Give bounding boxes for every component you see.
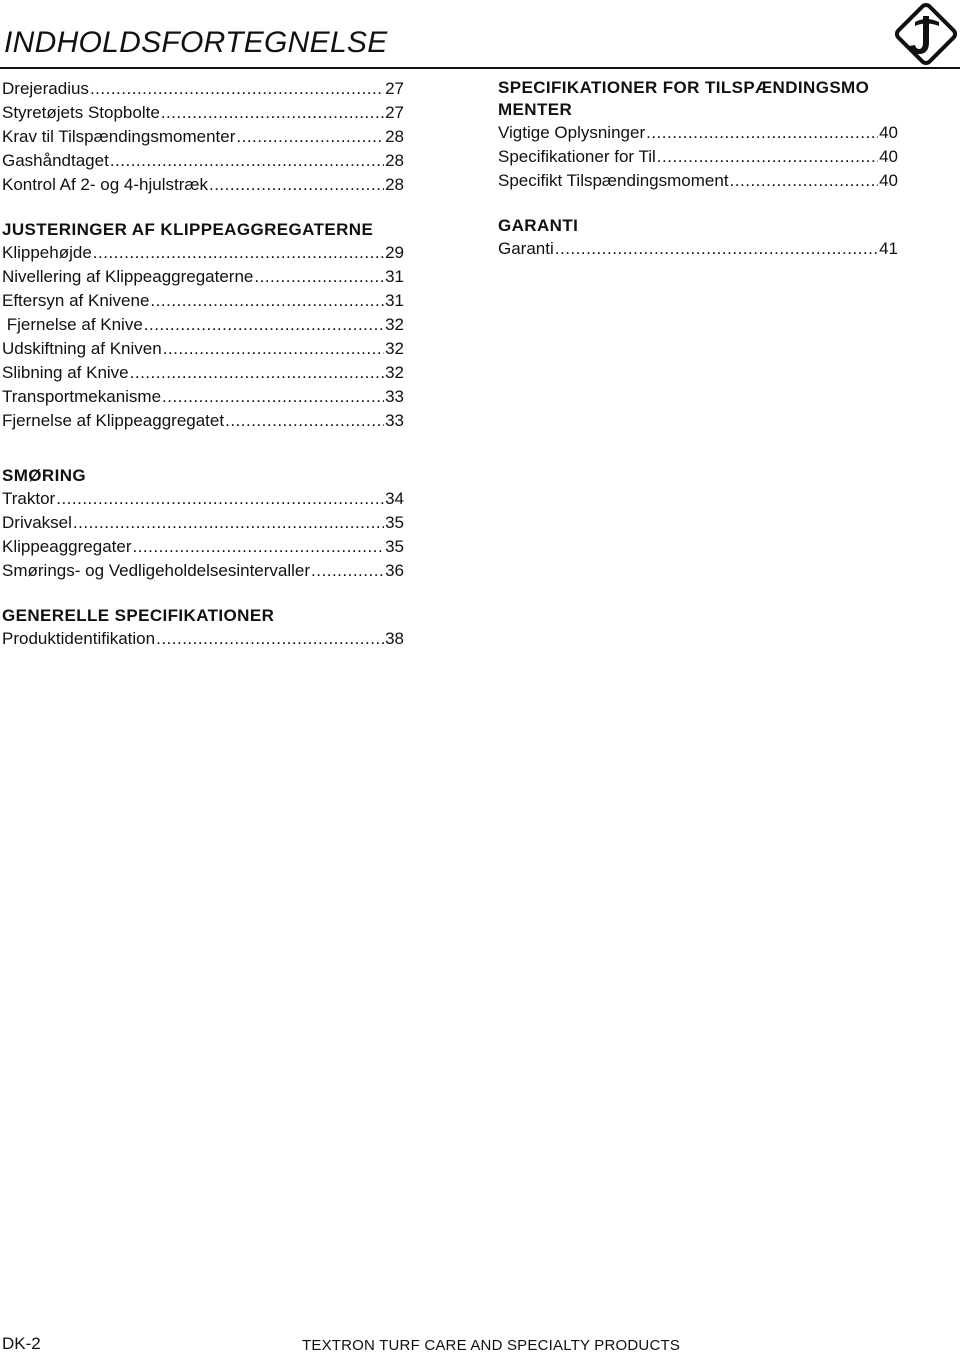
toc-entry[interactable]	[2, 487, 404, 511]
toc-entry[interactable]	[2, 385, 404, 409]
toc-section	[498, 77, 898, 193]
section-heading: SPECIFIKATIONER FOR TILSPÆNDINGSMO	[498, 78, 870, 97]
page-title: INDHOLDSFORTEGNELSE	[4, 26, 388, 59]
toc-entry[interactable]	[2, 535, 404, 559]
toc-entry-title: Drivaksel	[2, 513, 72, 532]
toc-entry[interactable]	[2, 173, 404, 197]
toc-entry-page: 27	[385, 103, 404, 122]
toc-entry-title: Transportmekanisme	[2, 387, 162, 406]
toc-entry-title: Traktor	[2, 489, 56, 508]
toc-entry[interactable]	[498, 169, 898, 193]
dot-leader	[73, 511, 384, 535]
dot-leader	[90, 77, 384, 101]
dot-leader	[150, 289, 384, 313]
toc-entry[interactable]	[2, 101, 404, 125]
toc-entry-title: Produktidentifikation	[2, 629, 156, 648]
toc-entry-title: Garanti	[498, 239, 554, 258]
toc-entry-title: Udskiftning af Kniven	[2, 339, 162, 358]
toc-entry[interactable]	[2, 77, 404, 101]
toc-entry-title: Eftersyn af Knivene	[2, 291, 150, 310]
toc-entry-title: Krav til Tilspændingsmomenter	[2, 127, 236, 146]
toc-entry[interactable]	[2, 361, 404, 385]
toc-entry-page: 35	[385, 537, 404, 556]
toc-entry-page: 28	[385, 175, 404, 194]
dot-leader	[730, 169, 879, 193]
section-heading: JUSTERINGER AF KLIPPEAGGREGATERNE	[2, 220, 374, 239]
toc-entry[interactable]	[498, 237, 898, 261]
header-rule	[0, 67, 960, 69]
toc-entry-title: Specifikt Tilspændingsmoment	[498, 171, 729, 190]
toc-entry-page: 35	[385, 513, 404, 532]
toc-left-column	[2, 77, 404, 651]
footer-page-number: DK-2	[2, 1334, 41, 1353]
toc-entry[interactable]	[498, 145, 898, 169]
toc-entry-title: Klippehøjde	[2, 243, 92, 262]
toc-entry-title: Styretøjets Stopbolte	[2, 103, 160, 122]
toc-entry-page: 28	[385, 151, 404, 170]
dot-leader	[236, 125, 384, 149]
toc-entry-title: Smørings- og Vedligeholdelsesintervaller	[2, 561, 311, 580]
dot-leader	[161, 101, 384, 125]
toc-entry-page: 40	[879, 171, 898, 190]
toc-entry[interactable]	[2, 409, 404, 433]
toc-entry[interactable]	[2, 241, 404, 265]
toc-entry[interactable]	[2, 149, 404, 173]
toc-entry-page: 27	[385, 79, 404, 98]
toc-entry[interactable]	[2, 559, 404, 583]
toc-section	[2, 219, 404, 433]
dot-leader	[209, 173, 384, 197]
toc-entry-title: Specifikationer for Til	[498, 147, 656, 166]
dot-leader	[144, 313, 384, 337]
toc-entry-page: 32	[385, 363, 404, 382]
toc-entry[interactable]	[2, 289, 404, 313]
dot-leader	[311, 559, 384, 583]
section-heading: SMØRING	[2, 466, 87, 485]
dot-leader	[163, 337, 384, 361]
toc-entry-title: Fjernelse af Knive	[2, 315, 143, 334]
dot-leader	[555, 237, 878, 261]
toc-entry-page: 40	[879, 123, 898, 142]
toc-entry[interactable]	[498, 121, 898, 145]
toc-entry-title: Drejeradius	[2, 79, 89, 98]
toc-entry[interactable]	[2, 337, 404, 361]
dot-leader	[156, 627, 384, 651]
toc-entry-page: 33	[385, 411, 404, 430]
section-heading: GARANTI	[498, 216, 579, 235]
toc-entry-title: Slibning af Knive	[2, 363, 129, 382]
toc-entry[interactable]	[2, 511, 404, 535]
toc-entry[interactable]	[2, 627, 404, 651]
jacobsen-logo-icon	[893, 2, 959, 66]
toc-section	[2, 605, 404, 651]
dot-leader	[110, 149, 384, 173]
toc-entry-page: 41	[879, 239, 898, 258]
toc-entry[interactable]	[2, 313, 404, 337]
dot-leader	[93, 241, 384, 265]
toc-entry-page: 38	[385, 629, 404, 648]
toc-section	[2, 77, 404, 197]
toc-entry-page: 33	[385, 387, 404, 406]
toc-entry-page: 28	[385, 127, 404, 146]
toc-entry-title: Klippeaggregater	[2, 537, 132, 556]
dot-leader	[225, 409, 384, 433]
dot-leader	[130, 361, 384, 385]
toc-entry-page: 32	[385, 339, 404, 358]
dot-leader	[132, 535, 384, 559]
toc-entry-title: Kontrol Af 2- og 4-hjulstræk	[2, 175, 208, 194]
toc-entry-page: 31	[385, 267, 404, 286]
toc-entry-title: Gashåndtaget	[2, 151, 109, 170]
toc-entry[interactable]	[2, 265, 404, 289]
dot-leader	[657, 145, 878, 169]
toc-entry-page: 32	[385, 315, 404, 334]
toc-entry-page: 34	[385, 489, 404, 508]
toc-entry-page: 40	[879, 147, 898, 166]
toc-entry-title: Fjernelse af Klippeaggregatet	[2, 411, 225, 430]
toc-entry-page: 36	[385, 561, 404, 580]
toc-entry-page: 29	[385, 243, 404, 262]
section-heading: GENERELLE SPECIFIKATIONER	[2, 606, 275, 625]
section-heading-continued: MENTER	[498, 100, 573, 119]
toc-section	[2, 465, 404, 583]
toc-right-column	[498, 77, 898, 261]
dot-leader	[646, 121, 878, 145]
dot-leader	[56, 487, 384, 511]
dot-leader	[162, 385, 384, 409]
dot-leader	[254, 265, 384, 289]
toc-section	[498, 215, 898, 261]
footer-company: TEXTRON TURF CARE AND SPECIALTY PRODUCTS	[302, 1337, 681, 1354]
toc-entry-title: Nivellering af Klippeaggregaterne	[2, 267, 254, 286]
toc-entry[interactable]	[2, 125, 404, 149]
toc-entry-title: Vigtige Oplysninger	[498, 123, 646, 142]
toc-entry-page: 31	[385, 291, 404, 310]
